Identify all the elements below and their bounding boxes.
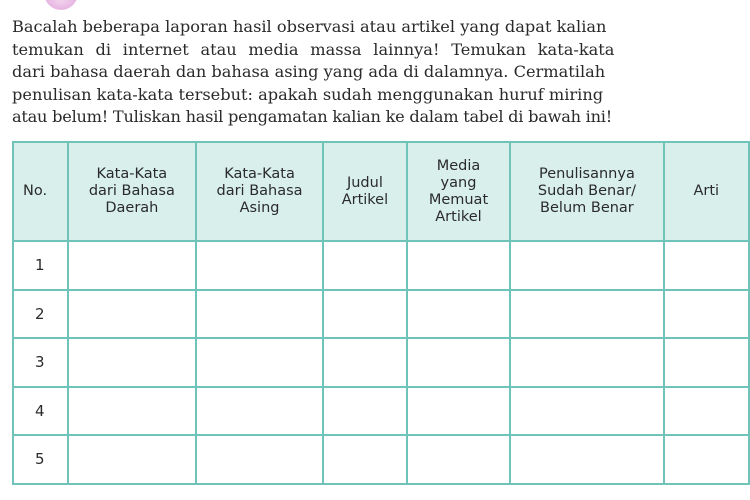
cell-article-title[interactable] <box>323 290 407 339</box>
cell-meaning[interactable] <box>664 241 749 290</box>
cell-meaning[interactable] <box>664 290 749 339</box>
table-header-row <box>13 142 749 241</box>
observation-table <box>12 141 750 485</box>
cell-meaning[interactable] <box>664 435 749 484</box>
table-row <box>13 241 749 290</box>
table-row <box>13 338 749 387</box>
header-foreign-words: Kata-Kata dari Bahasa Asing <box>196 142 323 241</box>
header-no: No. <box>13 142 68 241</box>
table-row <box>13 387 749 436</box>
cell-writing-correctness[interactable] <box>510 290 663 339</box>
header-writing-correctness: Penulisannya Sudah Benar/ Belum Benar <box>510 142 663 241</box>
cell-writing-correctness[interactable] <box>510 435 663 484</box>
cell-meaning[interactable] <box>664 338 749 387</box>
table-row <box>13 290 749 339</box>
cell-writing-correctness[interactable] <box>510 241 663 290</box>
cell-foreign-word[interactable] <box>196 241 323 290</box>
table-row <box>13 435 749 484</box>
instruction-paragraph <box>12 16 748 129</box>
header-media: Media yang Memuat Artikel <box>407 142 511 241</box>
instruction-line: penulisan kata-kata tersebut: apakah sudah menggunakan huruf miring <box>12 84 604 104</box>
header-regional-words: Kata-Kata dari Bahasa Daerah <box>68 142 196 241</box>
cell-media[interactable] <box>407 387 511 436</box>
instruction-line: temukan di internet atau media massa lainnya! Temukan kata-kata <box>12 39 615 59</box>
cell-foreign-word[interactable] <box>196 290 323 339</box>
cell-media[interactable] <box>407 435 511 484</box>
instruction-line: Bacalah beberapa laporan hasil observasi atau artikel yang dapat kalian <box>12 17 607 36</box>
cell-article-title[interactable] <box>323 387 407 436</box>
row-number: 1 <box>13 241 68 290</box>
cell-foreign-word[interactable] <box>196 435 323 484</box>
cell-article-title[interactable] <box>323 435 407 484</box>
row-number: 4 <box>13 387 68 436</box>
cell-foreign-word[interactable] <box>196 338 323 387</box>
cell-article-title[interactable] <box>323 338 407 387</box>
cell-regional-word[interactable] <box>68 435 196 484</box>
instruction-line: dari bahasa daerah dan bahasa asing yang ada di dalamnya. Cermatilah <box>12 62 606 82</box>
cell-foreign-word[interactable] <box>196 387 323 436</box>
cell-regional-word[interactable] <box>68 338 196 387</box>
cell-meaning[interactable] <box>664 387 749 436</box>
cell-regional-word[interactable] <box>68 290 196 339</box>
cell-media[interactable] <box>407 338 511 387</box>
header-meaning: Arti <box>664 142 749 241</box>
row-number: 2 <box>13 290 68 339</box>
decorative-corner-mark <box>44 0 78 10</box>
row-number: 3 <box>13 338 68 387</box>
cell-writing-correctness[interactable] <box>510 338 663 387</box>
cell-regional-word[interactable] <box>68 387 196 436</box>
row-number: 5 <box>13 435 68 484</box>
cell-media[interactable] <box>407 290 511 339</box>
cell-media[interactable] <box>407 241 511 290</box>
header-article-title: Judul Artikel <box>323 142 407 241</box>
cell-article-title[interactable] <box>323 241 407 290</box>
cell-writing-correctness[interactable] <box>510 387 663 436</box>
instruction-line: atau belum! Tuliskan hasil pengamatan kalian ke dalam tabel di bawah ini! <box>12 107 612 127</box>
cell-regional-word[interactable] <box>68 241 196 290</box>
